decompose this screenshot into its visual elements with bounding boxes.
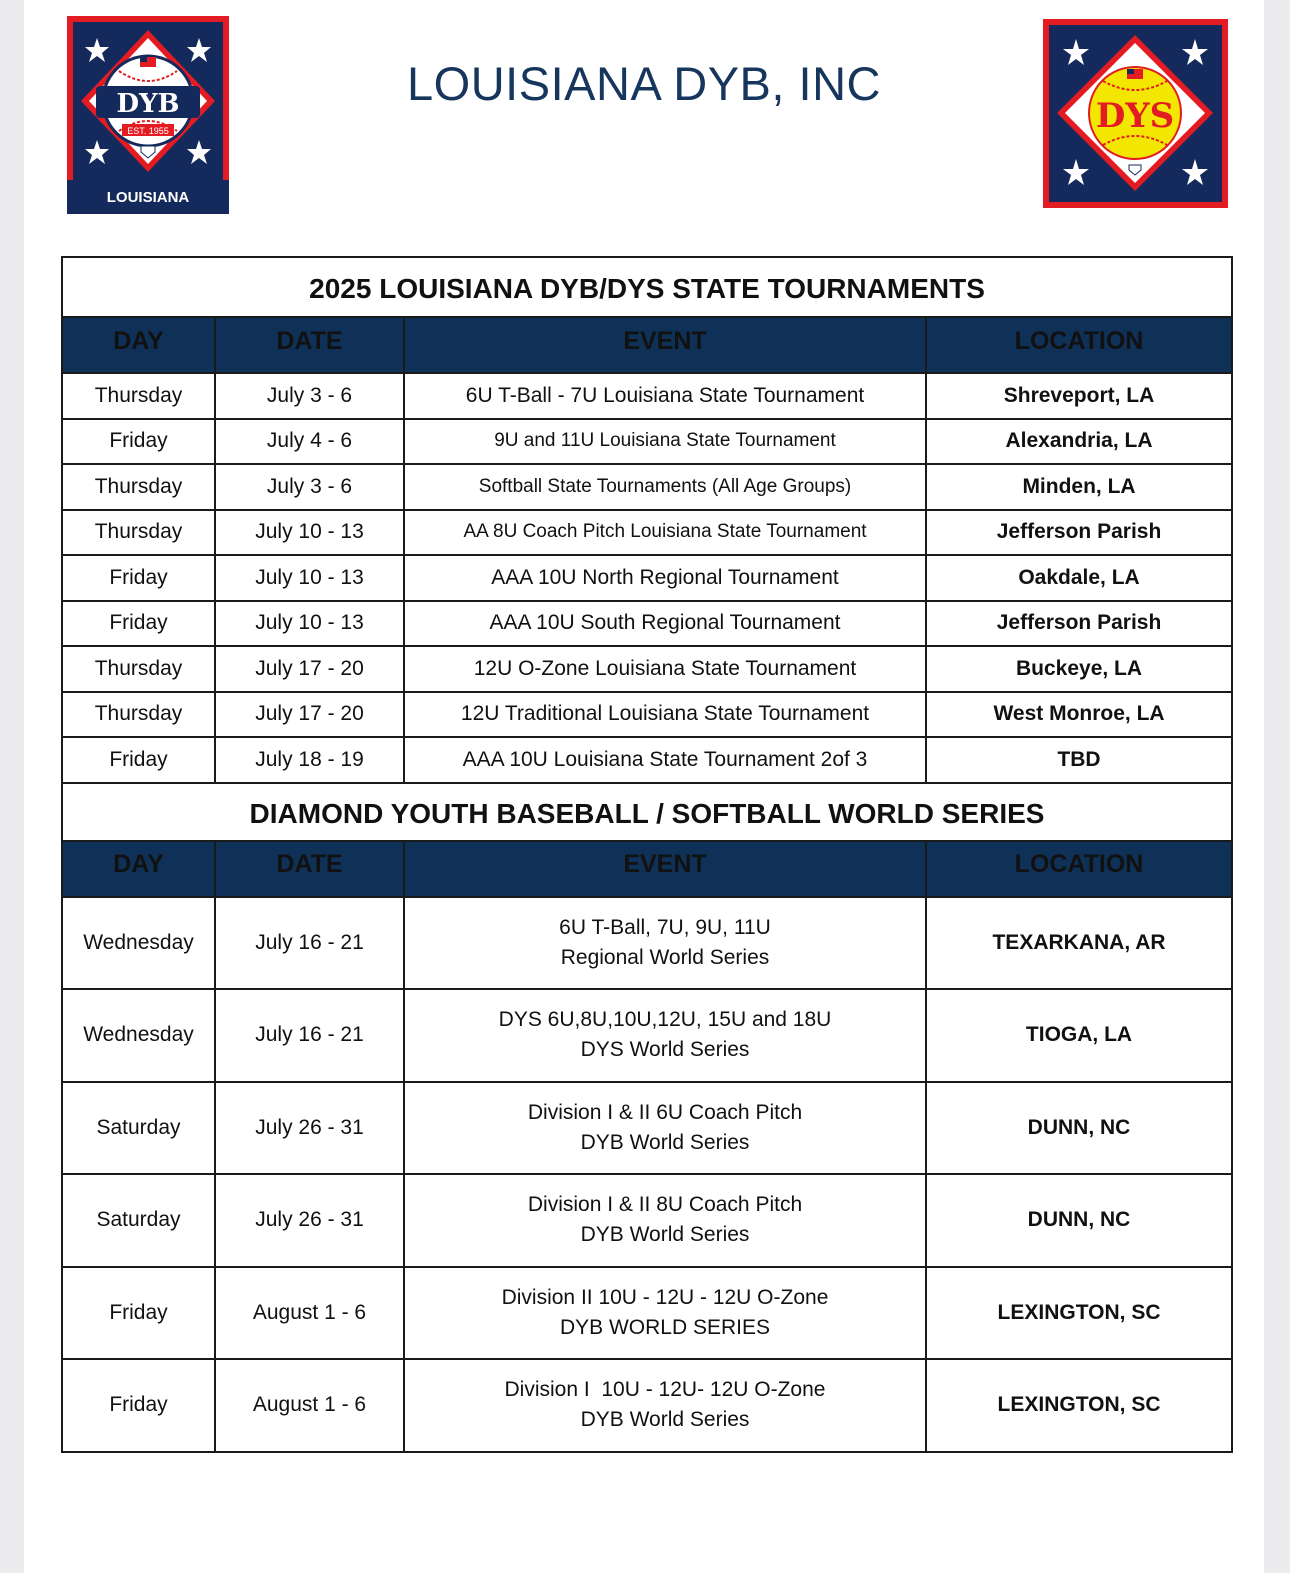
table-row — [62, 737, 1232, 783]
day-cell: Friday — [62, 419, 215, 465]
date-cell: July 18 - 19 — [215, 737, 404, 783]
day-cell: Saturday — [62, 1174, 215, 1267]
day-cell: Thursday — [62, 692, 215, 738]
event-line-2: DYB World Series — [580, 1223, 750, 1247]
event-line-1: Division I 10U - 12U- 12U O-Zone — [504, 1378, 826, 1402]
dys-logo-icon — [1043, 19, 1228, 208]
day-cell: Friday — [62, 1359, 215, 1452]
event-cell: Softball State Tournaments (All Age Groups) — [404, 464, 926, 510]
event-line-2: Regional World Series — [560, 945, 770, 969]
location-cell: Minden, LA — [926, 464, 1232, 510]
date-cell: July 10 - 13 — [215, 555, 404, 601]
column-header-location: LOCATION — [926, 317, 1232, 373]
day-cell: Wednesday — [62, 989, 215, 1082]
event-cell — [404, 897, 926, 990]
table-row — [62, 1082, 1232, 1175]
date-cell: July 17 - 20 — [215, 692, 404, 738]
location-cell: TIOGA, LA — [926, 989, 1232, 1082]
document-page — [24, 0, 1264, 1573]
event-line-1: Division II 10U - 12U - 12U O-Zone — [501, 1285, 829, 1309]
event-cell: 12U O-Zone Louisiana State Tournament — [404, 646, 926, 692]
table-row — [62, 897, 1232, 990]
event-cell: AAA 10U South Regional Tournament — [404, 601, 926, 647]
table-row — [62, 419, 1232, 465]
column-header-event: EVENT — [404, 317, 926, 373]
day-cell: Wednesday — [62, 897, 215, 990]
location-cell: DUNN, NC — [926, 1082, 1232, 1175]
table-row — [62, 1267, 1232, 1360]
day-cell: Friday — [62, 1267, 215, 1360]
svg-text:LOUISIANA: LOUISIANA — [106, 189, 190, 206]
event-cell — [404, 1174, 926, 1267]
column-header-location: LOCATION — [926, 841, 1232, 897]
event-line-1: Division I & II 6U Coach Pitch — [527, 1100, 803, 1124]
world-header-row — [62, 841, 1232, 897]
world-series-title: DIAMOND YOUTH BASEBALL / SOFTBALL WORLD SERIES — [62, 783, 1232, 841]
date-cell: July 10 - 13 — [215, 601, 404, 647]
event-line-1: 6U T-Ball, 7U, 9U, 11U — [559, 915, 771, 939]
column-header-date: DATE — [215, 841, 404, 897]
date-cell: July 26 - 31 — [215, 1082, 404, 1175]
event-cell: 6U T-Ball - 7U Louisiana State Tournament — [404, 373, 926, 419]
state-header-row — [62, 317, 1232, 373]
location-cell: West Monroe, LA — [926, 692, 1232, 738]
event-line-2: DYS World Series — [580, 1038, 750, 1062]
column-header-day: DAY — [62, 841, 215, 897]
event-cell: AAA 10U Louisiana State Tournament 2of 3 — [404, 737, 926, 783]
svg-text:DYS: DYS — [1095, 96, 1175, 136]
event-line-1: DYS 6U,8U,10U,12U, 15U and 18U — [498, 1008, 832, 1032]
location-cell: Jefferson Parish — [926, 601, 1232, 647]
location-cell: DUNN, NC — [926, 1174, 1232, 1267]
event-line-2: DYB WORLD SERIES — [559, 1315, 771, 1339]
day-cell: Friday — [62, 555, 215, 601]
date-cell: July 3 - 6 — [215, 373, 404, 419]
table-row — [62, 555, 1232, 601]
table-row — [62, 989, 1232, 1082]
location-cell: LEXINGTON, SC — [926, 1267, 1232, 1360]
event-cell: AA 8U Coach Pitch Louisiana State Tournament — [404, 510, 926, 556]
location-cell: TEXARKANA, AR — [926, 897, 1232, 990]
table-row — [62, 1174, 1232, 1267]
column-header-date: DATE — [215, 317, 404, 373]
location-cell: Shreveport, LA — [926, 373, 1232, 419]
date-cell: July 10 - 13 — [215, 510, 404, 556]
state-tournaments-title-row — [62, 257, 1232, 317]
event-line-2: DYB World Series — [580, 1130, 750, 1154]
event-cell: 12U Traditional Louisiana State Tournament — [404, 692, 926, 738]
table-row — [62, 1359, 1232, 1452]
table-row — [62, 373, 1232, 419]
date-cell: July 3 - 6 — [215, 464, 404, 510]
event-cell — [404, 1082, 926, 1175]
date-cell: July 17 - 20 — [215, 646, 404, 692]
svg-text:DYB: DYB — [116, 89, 180, 119]
date-cell: July 16 - 21 — [215, 897, 404, 990]
event-cell — [404, 989, 926, 1082]
state-tournaments-title: 2025 LOUISIANA DYB/DYS STATE TOURNAMENTS — [62, 257, 1232, 317]
svg-text:EST. 1955: EST. 1955 — [127, 126, 169, 136]
location-cell: TBD — [926, 737, 1232, 783]
location-cell: Alexandria, LA — [926, 419, 1232, 465]
org-title: LOUISIANA DYB, INC — [407, 57, 881, 110]
event-cell — [404, 1267, 926, 1360]
day-cell: Thursday — [62, 373, 215, 419]
table-row — [62, 464, 1232, 510]
column-header-day: DAY — [62, 317, 215, 373]
day-cell: Thursday — [62, 646, 215, 692]
date-cell: August 1 - 6 — [215, 1359, 404, 1452]
day-cell: Thursday — [62, 510, 215, 556]
date-cell: August 1 - 6 — [215, 1267, 404, 1360]
event-cell — [404, 1359, 926, 1452]
date-cell: July 26 - 31 — [215, 1174, 404, 1267]
location-cell: Oakdale, LA — [926, 555, 1232, 601]
column-header-event: EVENT — [404, 841, 926, 897]
table-row — [62, 692, 1232, 738]
event-cell: AAA 10U North Regional Tournament — [404, 555, 926, 601]
event-cell: 9U and 11U Louisiana State Tournament — [404, 419, 926, 465]
dyb-logo-icon — [67, 16, 229, 214]
date-cell: July 4 - 6 — [215, 419, 404, 465]
day-cell: Friday — [62, 601, 215, 647]
day-cell: Saturday — [62, 1082, 215, 1175]
day-cell: Friday — [62, 737, 215, 783]
table-row — [62, 646, 1232, 692]
event-line-2: DYB World Series — [580, 1408, 750, 1432]
table-row — [62, 510, 1232, 556]
table-row — [62, 601, 1232, 647]
location-cell: LEXINGTON, SC — [926, 1359, 1232, 1452]
world-series-title-row — [62, 783, 1232, 841]
location-cell: Buckeye, LA — [926, 646, 1232, 692]
schedule-table — [61, 256, 1233, 1453]
event-line-1: Division I & II 8U Coach Pitch — [527, 1193, 803, 1217]
date-cell: July 16 - 21 — [215, 989, 404, 1082]
day-cell: Thursday — [62, 464, 215, 510]
location-cell: Jefferson Parish — [926, 510, 1232, 556]
